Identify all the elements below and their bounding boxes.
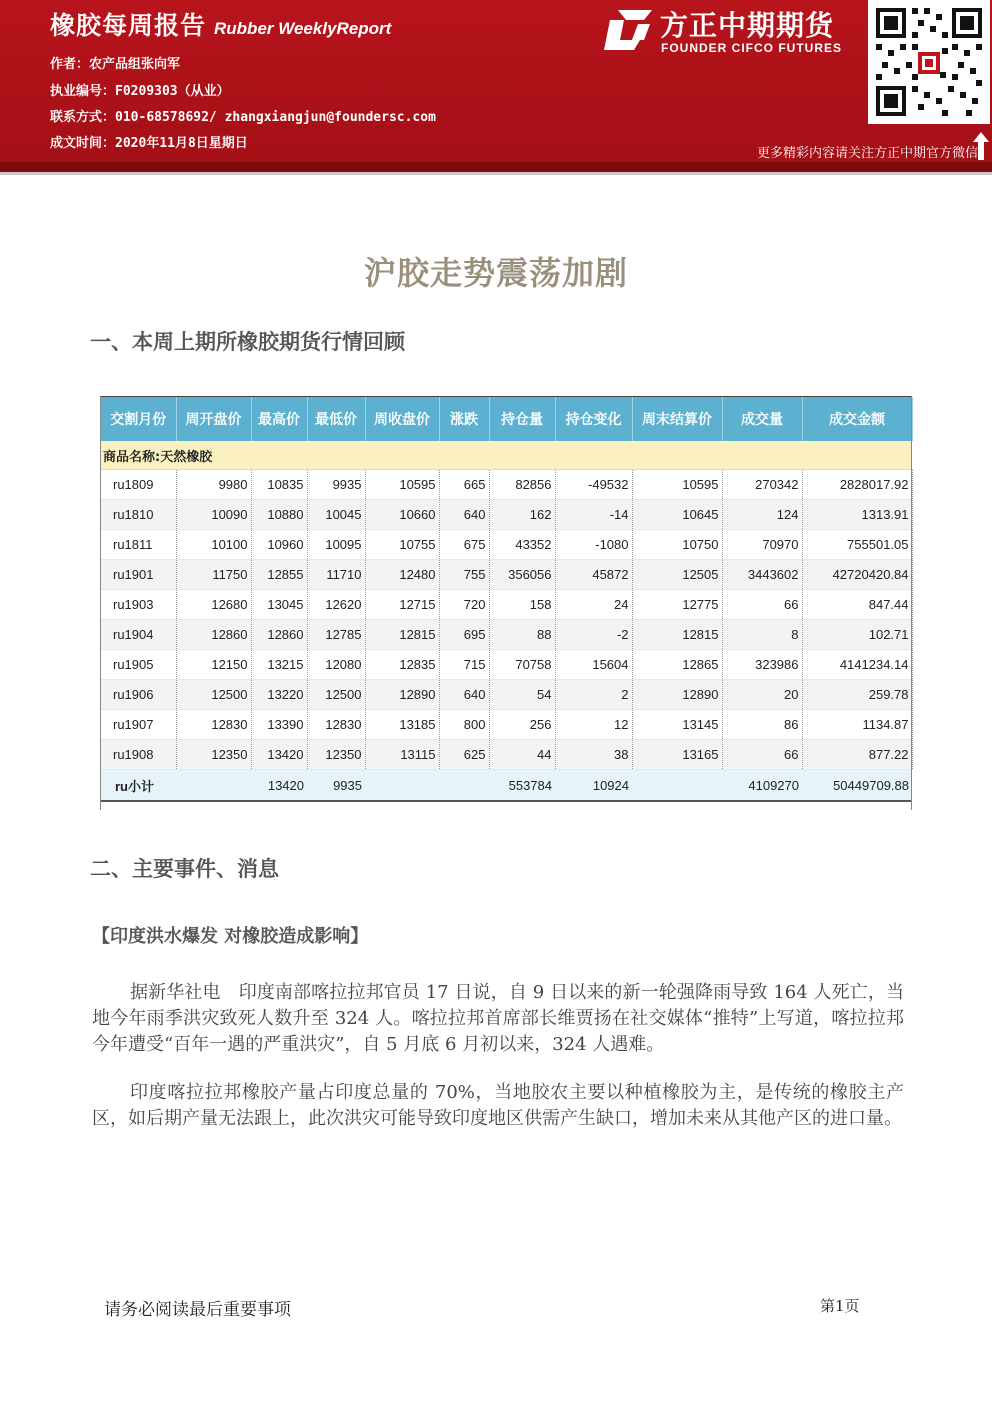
- contract-code-cell: ru1904: [101, 620, 176, 650]
- table-cell: 13145: [632, 710, 722, 740]
- table-cell: 102.71: [802, 620, 912, 650]
- brand-name-en: FOUNDER CIFCO FUTURES: [661, 41, 842, 55]
- table-cell: 12815: [365, 620, 439, 650]
- table-cell: 12350: [307, 740, 365, 770]
- contract-code-cell: ru1908: [101, 740, 176, 770]
- qr-code[interactable]: [868, 0, 990, 124]
- author-line: [50, 53, 180, 72]
- table-cell: 13220: [251, 680, 307, 710]
- table-cell: 8: [722, 620, 802, 650]
- report-title-en: Rubber WeeklyReport: [214, 19, 392, 38]
- table-cell: 1134.87: [802, 710, 912, 740]
- table-cell: 9935: [307, 470, 365, 500]
- table-cell: 10045: [307, 500, 365, 530]
- total-label-cell: ru小计: [101, 770, 176, 802]
- author-label: 作者：: [50, 57, 90, 72]
- contract-code-cell: ru1901: [101, 560, 176, 590]
- total-cell: 553784: [489, 770, 555, 802]
- table-cell: 13185: [365, 710, 439, 740]
- table-cell: 10090: [176, 500, 251, 530]
- table-cell: 15604: [555, 650, 632, 680]
- table-cell: 10595: [632, 470, 722, 500]
- table-cell: 42720420.84: [802, 560, 912, 590]
- table-cell: 877.22: [802, 740, 912, 770]
- table-cell: 640: [439, 500, 489, 530]
- table-cell: 12680: [176, 590, 251, 620]
- table-cell: 259.78: [802, 680, 912, 710]
- total-cell: [365, 770, 439, 802]
- table-row: [101, 470, 912, 500]
- total-cell: [176, 770, 251, 802]
- table-cell: 162: [489, 500, 555, 530]
- column-header: 最低价: [307, 397, 365, 441]
- column-header: 周开盘价: [176, 397, 251, 441]
- table-cell: 43352: [489, 530, 555, 560]
- table-cell: 124: [722, 500, 802, 530]
- table-cell: 12890: [365, 680, 439, 710]
- table-cell: 13115: [365, 740, 439, 770]
- table-cell: 44: [489, 740, 555, 770]
- contact-label: 联系方式：: [50, 110, 116, 125]
- table-cell: 158: [489, 590, 555, 620]
- contact-info[interactable]: 010-68578692/ zhangxiangjun@foundersc.com: [115, 110, 436, 125]
- contract-code-cell: ru1903: [101, 590, 176, 620]
- table-cell: 256: [489, 710, 555, 740]
- column-header: 成交金额: [802, 397, 912, 441]
- table-cell: 70970: [722, 530, 802, 560]
- page-title: 沪胶走势震荡加剧: [363, 254, 628, 292]
- table-left-border: [100, 396, 101, 810]
- product-name-row: [101, 441, 912, 470]
- table-cell: 675: [439, 530, 489, 560]
- column-header: 成交量: [722, 397, 802, 441]
- table-cell: 12505: [632, 560, 722, 590]
- table-cell: -14: [555, 500, 632, 530]
- table-row: [101, 650, 912, 680]
- brand-logo: [604, 6, 859, 60]
- contract-code-cell: ru1811: [101, 530, 176, 560]
- table-cell: 12830: [176, 710, 251, 740]
- table-cell: 54: [489, 680, 555, 710]
- table-cell: 13215: [251, 650, 307, 680]
- total-cell: [632, 770, 722, 802]
- table-cell: 12815: [632, 620, 722, 650]
- table-cell: 12865: [632, 650, 722, 680]
- table-cell: 12500: [307, 680, 365, 710]
- total-cell: 9935: [307, 770, 365, 802]
- table-cell: 45872: [555, 560, 632, 590]
- column-header: 周末结算价: [632, 397, 722, 441]
- table-cell: 4141234.14: [802, 650, 912, 680]
- report-title-cn: 橡胶每周报告: [50, 11, 207, 40]
- table-cell: 847.44: [802, 590, 912, 620]
- table-cell: 356056: [489, 560, 555, 590]
- table-row: [101, 680, 912, 710]
- table-row: [101, 530, 912, 560]
- table-total-row: [101, 770, 912, 802]
- section-heading-market-review: 一、本周上期所橡胶期货行情回顾: [90, 330, 405, 354]
- table-header-row: [101, 397, 912, 441]
- contact-line: [50, 106, 436, 125]
- total-cell: 10924: [555, 770, 632, 802]
- table-row: [101, 500, 912, 530]
- news-paragraph-1: 据新华社电 印度南部喀拉拉邦官员 17 日说，自 9 日以来的新一轮强降雨导致 164 人死亡，当地今年雨季洪灾致死人数升至 324 人。喀拉拉邦首席部长维贾扬在社交媒体“推特”上写道，喀拉拉邦今年遭受“百年一遇的严重洪灾”，自 5 月底 6 月初以来，324 人遇难。: [92, 982, 904, 1055]
- table-cell: 10750: [632, 530, 722, 560]
- table-cell: 12620: [307, 590, 365, 620]
- column-header: 最高价: [251, 397, 307, 441]
- total-cell: 13420: [251, 770, 307, 802]
- futures-price-table: [101, 397, 913, 802]
- header-divider-shadow: [0, 172, 992, 175]
- table-row: [101, 620, 912, 650]
- table-cell: 12480: [365, 560, 439, 590]
- table-cell: 9980: [176, 470, 251, 500]
- table-cell: 665: [439, 470, 489, 500]
- contract-code-cell: ru1809: [101, 470, 176, 500]
- table-cell: 12890: [632, 680, 722, 710]
- table-cell: 755501.05: [802, 530, 912, 560]
- table-cell: 12350: [176, 740, 251, 770]
- table-cell: 640: [439, 680, 489, 710]
- table-row: [101, 740, 912, 770]
- founder-logo-icon: [604, 6, 654, 54]
- table-cell: 10960: [251, 530, 307, 560]
- report-header: [0, 0, 992, 162]
- table-cell: 12830: [307, 710, 365, 740]
- contract-code-cell: ru1906: [101, 680, 176, 710]
- table-right-border: [911, 396, 912, 810]
- table-cell: 12860: [251, 620, 307, 650]
- table-cell: 800: [439, 710, 489, 740]
- column-header: 涨跌: [439, 397, 489, 441]
- table-cell: 715: [439, 650, 489, 680]
- news-heading: 【印度洪水爆发 对橡胶造成影响】: [92, 926, 369, 947]
- table-cell: 10100: [176, 530, 251, 560]
- license-label: 执业编号：: [50, 84, 116, 99]
- table-cell: 12: [555, 710, 632, 740]
- product-name-cell: 商品名称:天然橡胶: [101, 441, 912, 470]
- table-cell: -2: [555, 620, 632, 650]
- report-title: [50, 6, 391, 42]
- contract-code-cell: ru1907: [101, 710, 176, 740]
- table-cell: 12835: [365, 650, 439, 680]
- table-cell: 270342: [722, 470, 802, 500]
- license-line: [50, 80, 230, 99]
- qr-code-icon: [868, 0, 990, 124]
- table-cell: 13045: [251, 590, 307, 620]
- table-cell: 66: [722, 590, 802, 620]
- table-cell: 12080: [307, 650, 365, 680]
- table-cell: 38: [555, 740, 632, 770]
- table-cell: 70758: [489, 650, 555, 680]
- table-cell: 20: [722, 680, 802, 710]
- table-cell: 13420: [251, 740, 307, 770]
- table-cell: 12500: [176, 680, 251, 710]
- date-label: 成文时间：: [50, 136, 116, 151]
- column-header: 持仓量: [489, 397, 555, 441]
- brand-name-cn: 方正中期期货: [660, 9, 835, 42]
- date-line: [50, 132, 248, 151]
- table-cell: 24: [555, 590, 632, 620]
- table-cell: 2: [555, 680, 632, 710]
- table-cell: -1080: [555, 530, 632, 560]
- author-name: 农产品组张向军: [89, 57, 181, 72]
- table-row: [101, 710, 912, 740]
- table-cell: 11750: [176, 560, 251, 590]
- table-cell: 11710: [307, 560, 365, 590]
- table-cell: 12715: [365, 590, 439, 620]
- table-cell: 625: [439, 740, 489, 770]
- table-cell: 10835: [251, 470, 307, 500]
- wechat-follow-note: 更多精彩内容请关注方正中期官方微信: [756, 146, 978, 161]
- column-header: 交割月份: [101, 397, 176, 441]
- table-cell: 86: [722, 710, 802, 740]
- table-cell: 695: [439, 620, 489, 650]
- license-number: F0209303（从业）: [115, 84, 230, 99]
- table-cell: 10645: [632, 500, 722, 530]
- table-cell: 10755: [365, 530, 439, 560]
- total-cell: 4109270: [722, 770, 802, 802]
- header-divider: [0, 162, 992, 172]
- table-cell: 88: [489, 620, 555, 650]
- table-cell: 10880: [251, 500, 307, 530]
- total-cell: [439, 770, 489, 802]
- column-header: 持仓变化: [555, 397, 632, 441]
- report-date: 2020年11月8日星期日: [115, 136, 248, 151]
- table-row: [101, 560, 912, 590]
- contract-code-cell: ru1905: [101, 650, 176, 680]
- column-header: 周收盘价: [365, 397, 439, 441]
- page-number: 第1页: [820, 1297, 860, 1315]
- table-cell: 12150: [176, 650, 251, 680]
- table-row: [101, 590, 912, 620]
- table-cell: 2828017.92: [802, 470, 912, 500]
- contract-code-cell: ru1810: [101, 500, 176, 530]
- table-cell: 12855: [251, 560, 307, 590]
- table-cell: 82856: [489, 470, 555, 500]
- section-heading-events: 二、主要事件、消息: [90, 857, 279, 881]
- table-cell: 720: [439, 590, 489, 620]
- table-cell: 66: [722, 740, 802, 770]
- table-cell: 323986: [722, 650, 802, 680]
- table-cell: 12775: [632, 590, 722, 620]
- table-cell: 3443602: [722, 560, 802, 590]
- news-paragraph-2: 印度喀拉拉邦橡胶产量占印度总量的 70%，当地胶农主要以种植橡胶为主，是传统的橡胶主产区，如后期产量无法跟上，此次洪灾可能导致印度地区供需产生缺口，增加未来从其他产区的进口量。: [92, 1082, 904, 1129]
- table-cell: -49532: [555, 470, 632, 500]
- table-cell: 10595: [365, 470, 439, 500]
- table-cell: 13390: [251, 710, 307, 740]
- table-cell: 13165: [632, 740, 722, 770]
- table-cell: 10660: [365, 500, 439, 530]
- total-cell: 50449709.88: [802, 770, 912, 802]
- table-cell: 10095: [307, 530, 365, 560]
- footer-disclaimer-notice: 请务必阅读最后重要事项: [104, 1300, 291, 1320]
- table-cell: 12785: [307, 620, 365, 650]
- table-cell: 1313.91: [802, 500, 912, 530]
- table-cell: 755: [439, 560, 489, 590]
- table-body: [101, 441, 912, 801]
- table-cell: 12860: [176, 620, 251, 650]
